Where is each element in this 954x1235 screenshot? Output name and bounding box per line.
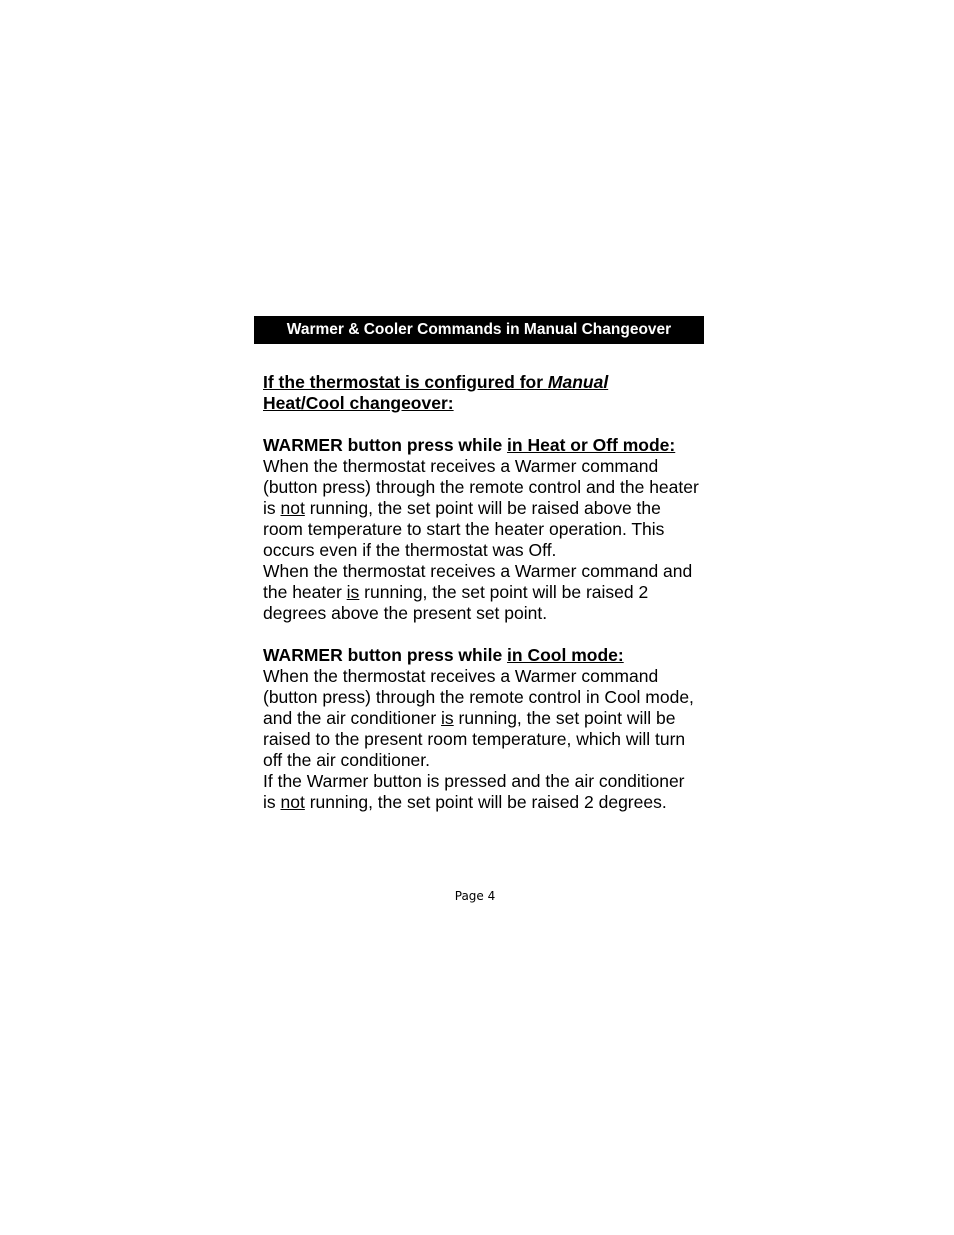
heat-p2-text-a: When the thermostat receives a Warmer command and the heater [263, 561, 693, 602]
cool-p2-text-b: running, the set point will be raised 2 degrees. [304, 792, 667, 812]
cool-p1-emphasis-is: is [441, 708, 454, 728]
section-title-bar [254, 316, 704, 344]
heat-p2-emphasis-is: is [346, 582, 360, 602]
section-title: Warmer & Cooler Commands in Manual Changeover [286, 321, 672, 338]
cool-section-heading [263, 645, 699, 666]
cool-paragraph-2 [263, 771, 699, 813]
heat-p1-emphasis-not: not [280, 498, 305, 518]
heat-heading-condition: in Heat or Off mode: [507, 435, 676, 455]
spacer [263, 414, 699, 435]
spacer [263, 624, 699, 645]
heat-p1-text-a: When the thermostat receives a Warmer command (button press) through the remote control and the heater is [263, 456, 699, 518]
intro-heading-part2: Heat/Cool changeover: [263, 393, 454, 413]
page-number: Page 4 [454, 889, 496, 903]
heat-p1-text-b: running, the set point will be raised above the room temperature to start the heater operation. This occurs even if the thermostat was Off. [263, 498, 665, 560]
cool-heading-prefix: WARMER button press while [263, 645, 508, 665]
intro-heading-part1: If the thermostat is configured for [263, 372, 548, 392]
intro-heading [263, 372, 699, 414]
cool-heading-condition: in Cool mode: [507, 645, 624, 665]
cool-p1-text-b: running, the set point will be raised to the present room temperature, which will turn off the air conditioner. [263, 708, 686, 770]
heat-section-heading [263, 435, 699, 456]
cool-paragraph-1 [263, 666, 699, 771]
document-body [263, 372, 699, 813]
cool-p2-text-a: If the Warmer button is pressed and the air conditioner is [263, 771, 685, 812]
heat-p2-text-b: running, the set point will be raised 2 degrees above the present set point. [263, 582, 649, 623]
heat-heading-prefix: WARMER button press while [263, 435, 508, 455]
cool-p1-text-a: When the thermostat receives a Warmer command (button press) through the remote control in Cool mode, and the air conditioner [263, 666, 694, 728]
heat-paragraph-2 [263, 561, 699, 624]
cool-p2-emphasis-not: not [280, 792, 305, 812]
intro-heading-manual: Manual [547, 372, 609, 392]
heat-paragraph-1 [263, 456, 699, 561]
